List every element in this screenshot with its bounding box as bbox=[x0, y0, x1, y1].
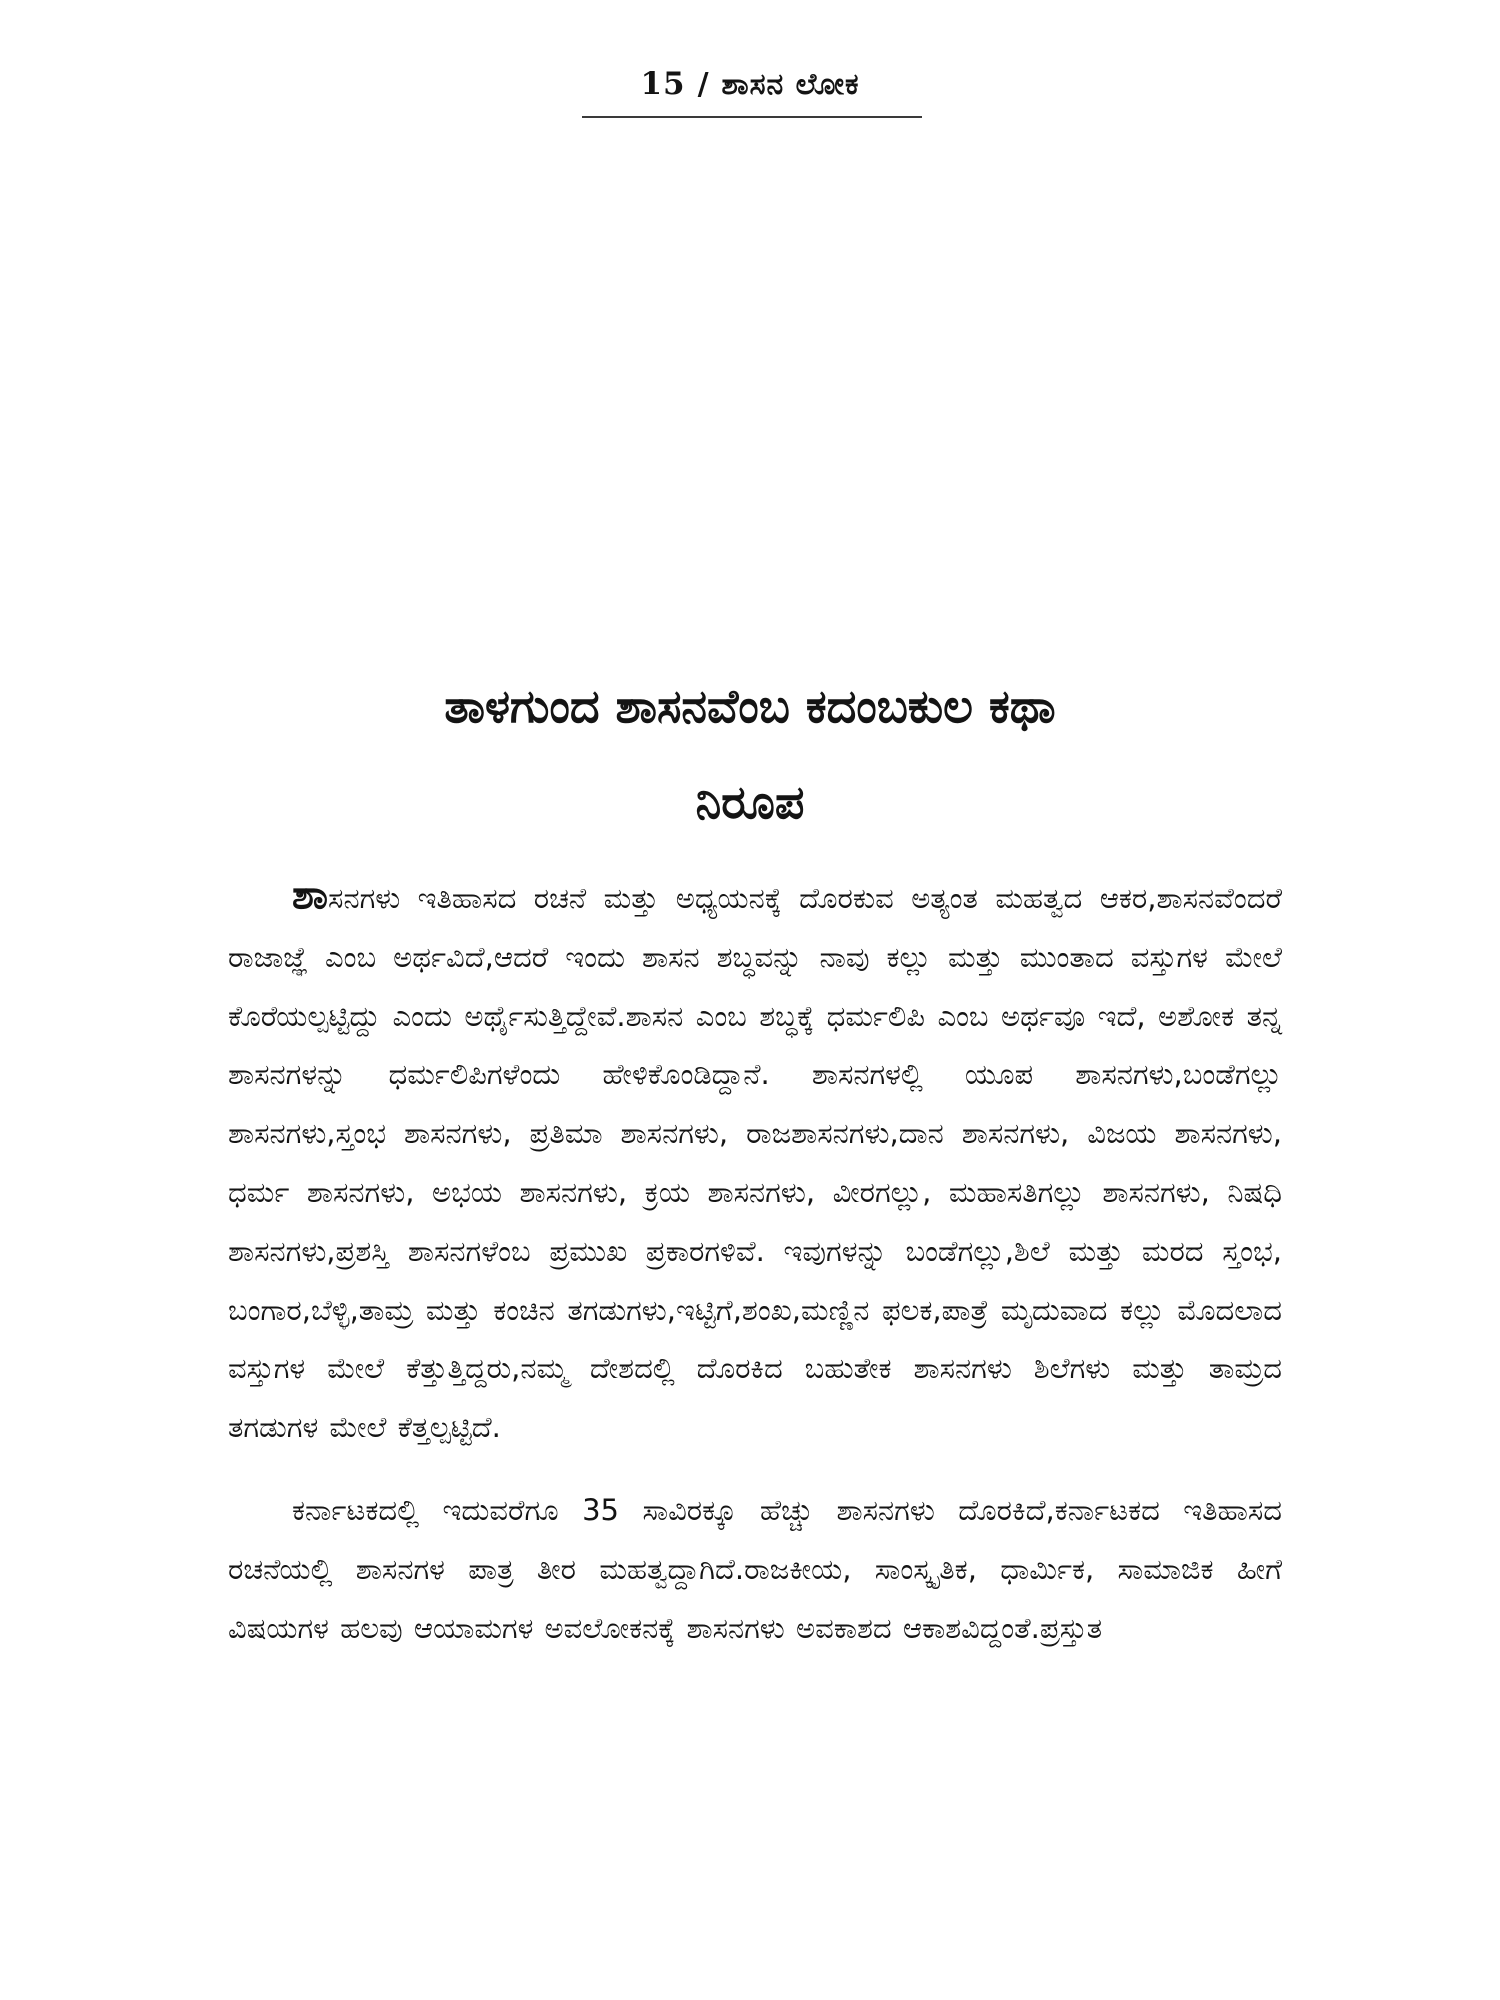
paragraph-1-lead: ಶಾ bbox=[292, 872, 329, 918]
running-header bbox=[0, 66, 1500, 102]
header-separator: / bbox=[697, 67, 710, 102]
paragraph-2: ಕರ್ನಾಟಕದಲ್ಲಿ ಇದುವರೆಗೂ 35 ಸಾವಿರಕ್ಕೂ ಹೆಚ್ಚು ಶಾಸನಗಳು ದೊರಕಿದೆ,ಕರ್ನಾಟಕದ ಇತಿಹಾಸದ ರಚನೆಯಲ್ಲಿ ಶಾಸನಗಳ ಪಾತ್ರ ತೀರ ಮಹತ್ವದ್ದಾಗಿದೆ.ರಾಜಕೀಯ, ಸಾಂಸ್ಕೃತಿಕ, ಧಾರ್ಮಿಕ, ಸಾಮಾಜಿಕ ಹೀಗೆ ವಿಷಯಗಳ ಹಲವು ಆಯಾಮಗಳ ಅವಲೋಕನಕ್ಕೆ ಶಾಸನಗಳು ಅವಕಾಶದ ಆಕಾಶವಿದ್ದಂತೆ.ಪ್ರಸ್ತುತ bbox=[228, 1492, 1282, 1645]
paragraph-1-text: ಸನಗಳು ಇತಿಹಾಸದ ರಚನೆ ಮತ್ತು ಅಧ್ಯಯನಕ್ಕೆ ದೊರಕುವ ಅತ್ಯಂತ ಮಹತ್ವದ ಆಕರ,ಶಾಸನವೆಂದರೆ ರಾಜಾಜ್ಞೆ ಎಂಬ ಅರ್ಥವಿದೆ,ಆದರೆ ಇಂದು ಶಾಸನ ಶಬ್ಧವನ್ನು ನಾವು ಕಲ್ಲು ಮತ್ತು ಮುಂತಾದ ವಸ್ತುಗಳ ಮೇಲೆ ಕೊರೆಯಲ್ಪಟ್ಟಿದ್ದು ಎಂದು ಅರ್ಥೈಸುತ್ತಿದ್ದೇವೆ.ಶಾಸನ ಎಂಬ ಶಬ್ಧಕ್ಕೆ ಧರ್ಮಲಿಪಿ ಎಂಬ ಅರ್ಥವೂ ಇದೆ, ಅಶೋಕ ತನ್ನ ಶಾಸನಗಳನ್ನು ಧರ್ಮಲಿಪಿಗಳೆಂದು ಹೇಳಿಕೊಂಡಿದ್ದಾನೆ. ಶಾಸನಗಳಲ್ಲಿ ಯೂಪ ಶಾಸನಗಳು,ಬಂಡೆಗಲ್ಲು ಶಾಸನಗಳು,ಸ್ತಂಭ ಶಾಸನಗಳು, ಪ್ರತಿಮಾ ಶಾಸನಗಳು, ರಾಜಶಾಸನಗಳು,ದಾನ ಶಾಸನಗಳು, ವಿಜಯ ಶಾಸನಗಳು, ಧರ್ಮ ಶಾಸನಗಳು, ಅಭಯ ಶಾಸನಗಳು, ಕ್ರಯ ಶಾಸನಗಳು, ವೀರಗಲ್ಲು, ಮಹಾಸತಿಗಲ್ಲು ಶಾಸನಗಳು, ನಿಷಧಿ ಶಾಸನಗಳು,ಪ್ರಶಸ್ತಿ ಶಾಸನಗಳೆಂಬ ಪ್ರಮುಖ ಪ್ರಕಾರಗಳಿವೆ. ಇವುಗಳನ್ನು ಬಂಡೆಗಲ್ಲು,ಶಿಲೆ ಮತ್ತು ಮರದ ಸ್ತಂಭ, ಬಂಗಾರ,ಬೆಳ್ಳಿ,ತಾಮ್ರ ಮತ್ತು ಕಂಚಿನ ತಗಡುಗಳು,ಇಟ್ಟಿಗೆ,ಶಂಖ,ಮಣ್ಣಿನ ಫಲಕ,ಪಾತ್ರೆ ಮೃದುವಾದ ಕಲ್ಲು ಮೊದಲಾದ ವಸ್ತುಗಳ ಮೇಲೆ ಕೆತ್ತುತ್ತಿದ್ದರು,ನಮ್ಮ ದೇಶದಲ್ಲಿ ದೊರಕಿದ ಬಹುತೇಕ ಶಾಸನಗಳು ಶಿಲೆಗಳು ಮತ್ತು ತಾಮ್ರದ ತಗಡುಗಳ ಮೇಲೆ ಕೆತ್ತಲ್ಪಟ್ಟಿದೆ. bbox=[228, 881, 1282, 1445]
chapter-title-line-2: ನಿರೂಪ bbox=[695, 775, 805, 829]
page-number: 15 bbox=[640, 66, 686, 102]
header-rule bbox=[582, 116, 922, 118]
chapter-title-line-1: ತಾಳಗುಂದ ಶಾಸನವೆಂಬ ಕದಂಬಕುಲ ಕಥಾ bbox=[444, 679, 1056, 733]
book-title: ಶಾಸನ ಲೋಕ bbox=[721, 67, 860, 102]
paragraph-1 bbox=[228, 866, 1282, 1457]
body-text bbox=[228, 866, 1282, 1657]
chapter-title bbox=[200, 658, 1300, 850]
